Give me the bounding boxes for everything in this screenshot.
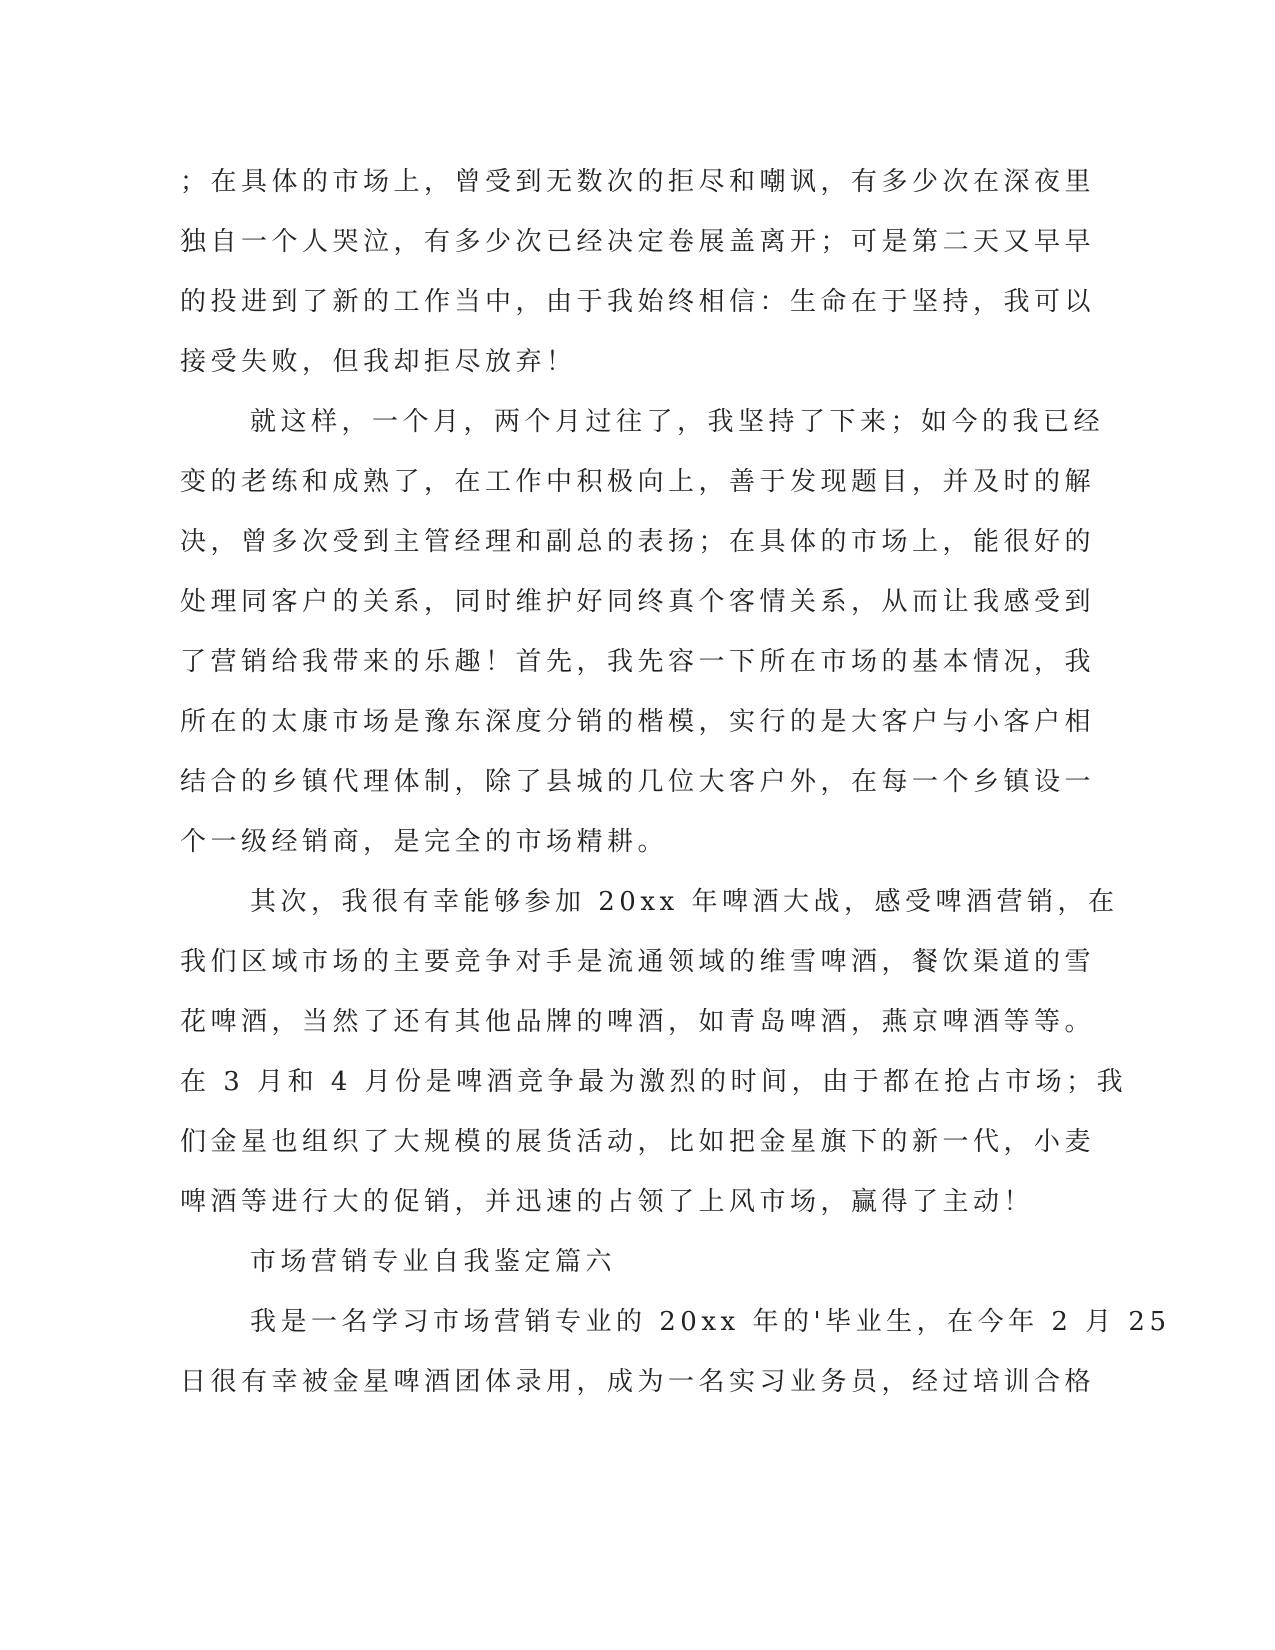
text-line: 决，曾多次受到主管经理和副总的表扬；在具体的市场上，能很好的 xyxy=(180,527,1096,557)
paragraph-3 xyxy=(180,872,1128,1232)
text-line: 花啤酒，当然了还有其他品牌的啤酒，如青岛啤酒，燕京啤酒等等。 xyxy=(180,1007,1096,1037)
text-line: 变的老练和成熟了，在工作中积极向上，善于发现题目，并及时的解 xyxy=(180,467,1096,497)
text-line: 所在的太康市场是豫东深度分销的楷模，实行的是大客户与小客户相 xyxy=(180,707,1096,737)
paragraph-1 xyxy=(180,152,1096,392)
text-line: 独自一个人哭泣，有多少次已经决定卷展盖离开；可是第二天又早早 xyxy=(180,227,1096,257)
text-line: 结合的乡镇代理体制，除了县城的几位大客户外，在每一个乡镇设一 xyxy=(180,767,1096,797)
text-line: 日很有幸被金星啤酒团体录用，成为一名实习业务员，经过培训合格 xyxy=(180,1367,1096,1397)
text-line: 们金星也组织了大规模的展货活动，比如把金星旗下的新一代，小麦 xyxy=(180,1127,1096,1157)
text-line: 在 3 月和 4 月份是啤酒竞争最为激烈的时间，由于都在抢占市场；我 xyxy=(180,1067,1128,1097)
text-line: 就这样，一个月，两个月过往了，我坚持了下来；如今的我已经 xyxy=(250,407,1105,437)
document-body xyxy=(180,152,1171,1412)
section-heading xyxy=(180,1232,1060,1292)
text-line: 其次，我很有幸能够参加 20xx 年啤酒大战，感受啤酒营销，在 xyxy=(250,887,1119,917)
text-line: 处理同客户的关系，同时维护好同终真个客情关系，从而让我感受到 xyxy=(180,587,1096,617)
section-title: 市场营销专业自我鉴定篇六 xyxy=(250,1247,617,1277)
text-line: 的投进到了新的工作当中，由于我始终相信：生命在于坚持，我可以 xyxy=(180,287,1096,317)
paragraph-4 xyxy=(180,1292,1171,1412)
text-line: ；在具体的市场上，曾受到无数次的拒尽和嘲讽，有多少次在深夜里 xyxy=(180,167,1096,197)
text-line: 接受失败，但我却拒尽放弃！ xyxy=(180,347,577,377)
paragraph-2 xyxy=(180,392,1105,872)
text-line: 了营销给我带来的乐趣！首先，我先容一下所在市场的基本情况，我 xyxy=(180,647,1096,677)
text-line: 个一级经销商，是完全的市场精耕。 xyxy=(180,827,669,857)
text-line: 啤酒等进行大的促销，并迅速的占领了上风市场，赢得了主动！ xyxy=(180,1187,1035,1217)
text-line: 我是一名学习市场营销专业的 20xx 年的'毕业生，在今年 2 月 25 xyxy=(250,1307,1171,1337)
text-line: 我们区域市场的主要竞争对手是流通领域的维雪啤酒，餐饮渠道的雪 xyxy=(180,947,1096,977)
